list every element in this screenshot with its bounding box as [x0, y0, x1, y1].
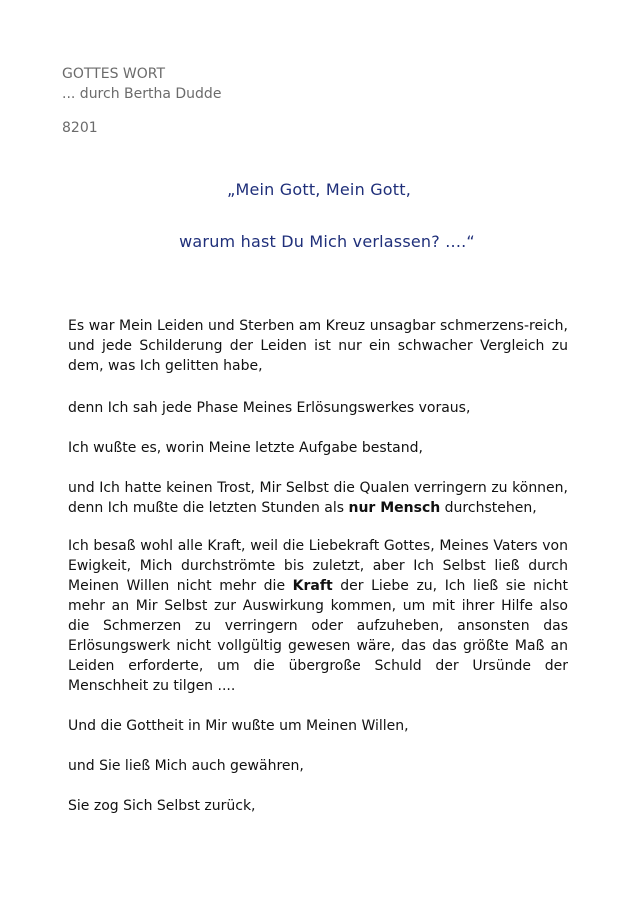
- paragraph-6: Und die Gottheit in Mir wußte um Meinen Willen,: [68, 718, 409, 734]
- document-number: 8201: [62, 120, 98, 136]
- paragraph-4-text-a: und Ich hatte keinen Trost, Mir Selbst die Qualen verringern zu können, denn Ich mußte die letzten Stunden als: [68, 480, 568, 516]
- paragraph-5-bold: Kraft: [292, 578, 333, 594]
- paragraph-4: [68, 478, 568, 518]
- document-header: [62, 64, 221, 138]
- paragraph-4-text-b: durchstehen,: [440, 500, 537, 516]
- paragraph-4-bold: nur Mensch: [348, 500, 441, 516]
- paragraph-2: denn Ich sah jede Phase Meines Erlösungswerkes voraus,: [68, 400, 471, 416]
- paragraph-5-text-a: Ich besaß wohl alle Kraft, weil die Liebekraft Gottes, Meines Vaters von Ewigkeit, Mich durchströmte bis zuletzt, aber Ich Selbst ließ durch Meinen Willen nicht mehr die: [68, 538, 568, 594]
- title-line-1: „Mein Gott, Mein Gott,: [226, 180, 412, 199]
- paragraph-1: Es war Mein Leiden und Sterben am Kreuz unsagbar schmerzens-reich, und jede Schilderung der Leiden ist nur ein schwacher Vergleich zu dem, was Ich gelitten habe,: [68, 318, 568, 374]
- title-line-2: warum hast Du Mich verlassen? ....“: [179, 232, 475, 251]
- document-body: [68, 316, 568, 834]
- header-title: GOTTES WORT: [62, 66, 166, 82]
- paragraph-3: Ich wußte es, worin Meine letzte Aufgabe bestand,: [68, 440, 423, 456]
- paragraph-5-text-b: der Liebe zu, Ich ließ sie nicht mehr an Mir Selbst zur Auswirkung kommen, um mit ihrer Hilfe also die Schmerzen zu verringern oder aufzuheben, ansonsten das Erlösungswerk nicht vollgültig gewesen wäre, das das größte Maß an Leiden erforderte, um die übergroße Schuld der Ursünde der Menschheit zu tilgen ....: [68, 578, 568, 694]
- paragraph-5: [68, 536, 568, 696]
- paragraph-7: und Sie ließ Mich auch gewähren,: [68, 758, 304, 774]
- header-author: ... durch Bertha Dudde: [62, 86, 222, 102]
- paragraph-8: Sie zog Sich Selbst zurück,: [68, 798, 256, 814]
